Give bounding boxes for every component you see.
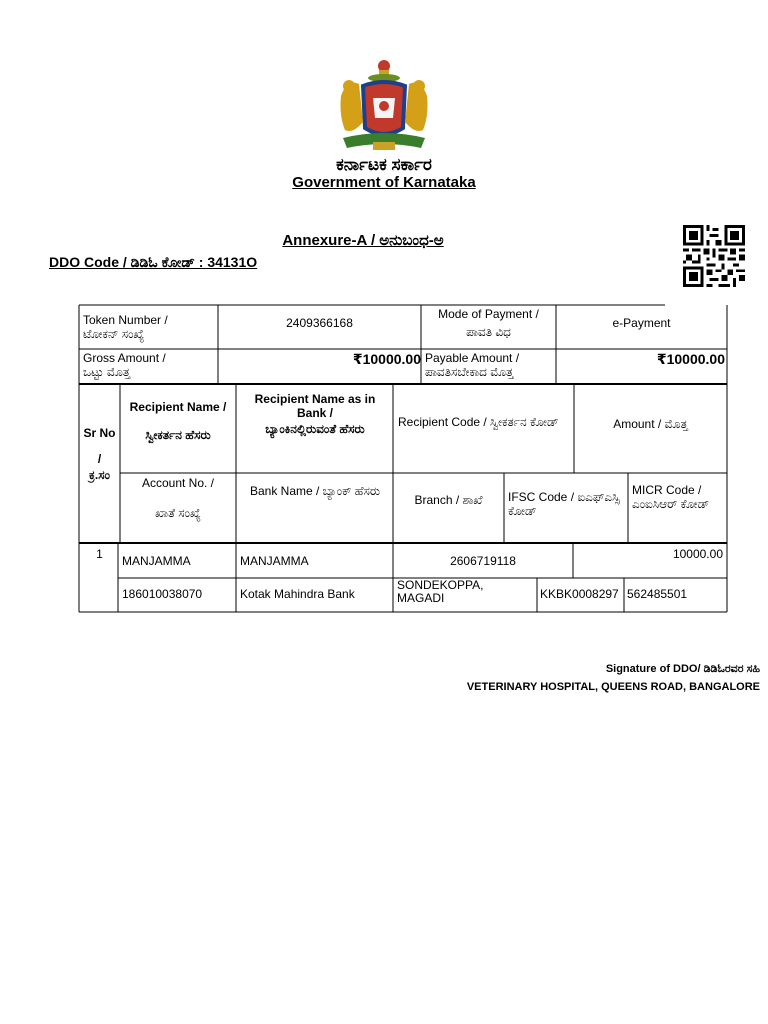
qr-code-icon xyxy=(683,225,745,287)
ddo-signature-label: Signature of DDO/ ಡಿಡಿಓರವರ ಸಹಿ xyxy=(605,663,760,675)
token-number-label: Token Number / ಟೋಕನ್ ಸಂಖ್ಯೆ xyxy=(83,313,168,341)
recipient-name-header: Recipient Name / ಸ್ವೀಕರ್ತನ ಹೆಸರು xyxy=(129,400,227,442)
gross-amount-value: ₹10000.00 xyxy=(352,351,421,367)
row-bank-name: Kotak Mahindra Bank xyxy=(240,587,355,601)
ddo-code: DDO Code / ಡಿಡಿಓ ಕೋಡ್ : 34131O xyxy=(49,254,258,270)
gross-amount-label: Gross Amount / ಒಟ್ಟು ಮೊತ್ತ xyxy=(83,351,166,379)
row-micr: 562485501 xyxy=(627,587,688,601)
ifsc-header: IFSC Code / ಐಎಫ್‌ಎಸ್ಸಿ ಕೋಡ್ xyxy=(508,490,620,518)
mode-of-payment-value: e-Payment xyxy=(612,316,671,330)
row-account-no: 186010038070 xyxy=(122,587,203,601)
amount-header: Amount / ಮೊತ್ತ xyxy=(613,417,688,431)
payable-amount-label: Payable Amount / ಪಾವತಿಸಬೇಕಾದ ಮೊತ್ತ xyxy=(425,351,520,379)
row-recipient-name: MANJAMMA xyxy=(122,554,191,568)
row-branch: SONDEKOPPA, MAGADI xyxy=(397,578,484,605)
bank-name-header: Bank Name / ಬ್ಯಾಂಕ್ ಹೆಸರು xyxy=(249,484,381,498)
karnataka-emblem-icon xyxy=(333,56,435,156)
micr-header: MICR Code / ಎಂಐಸಿಆರ್ ಕೋಡ್ xyxy=(632,483,710,511)
payable-amount-value: ₹10000.00 xyxy=(656,351,725,367)
recipient-code-header: Recipient Code / ಸ್ವೀಕರ್ತನ ಕೋಡ್ xyxy=(398,415,559,429)
sr-no-header: Sr No / ಕ್ರ.ಸಂ xyxy=(83,426,116,482)
office-name: VETERINARY HOSPITAL, QUEENS ROAD, BANGALORE xyxy=(466,681,760,693)
row-ifsc: KKBK0008297 xyxy=(540,587,619,601)
row-recipient-code: 2606719118 xyxy=(450,554,516,568)
mode-of-payment-label: Mode of Payment / ಪಾವತಿ ವಿಧ xyxy=(438,307,539,339)
annexure-title: Annexure-A / ಅನುಬಂಧ-ಅ xyxy=(282,232,444,249)
government-title-english: Government of Karnataka xyxy=(292,174,476,191)
bank-name-as-header: Recipient Name as in Bank / ಬ್ಯಾಂಕಿನಲ್ಲಿರುವಂತೆ ಹೆಸರು xyxy=(254,392,376,436)
branch-header: Branch / ಶಾಖೆ xyxy=(414,493,483,507)
token-number-value: 2409366168 xyxy=(286,316,353,330)
row-amount: 10000.00 xyxy=(672,547,723,561)
row-sr-no: 1 xyxy=(96,547,103,561)
government-title-kannada: ಕರ್ನಾಟಕ ಸರ್ಕಾರ xyxy=(336,155,432,174)
account-no-header: Account No. / ಖಾತೆ ಸಂಖ್ಯೆ xyxy=(141,476,215,520)
row-bank-name-as: MANJAMMA xyxy=(240,554,309,568)
